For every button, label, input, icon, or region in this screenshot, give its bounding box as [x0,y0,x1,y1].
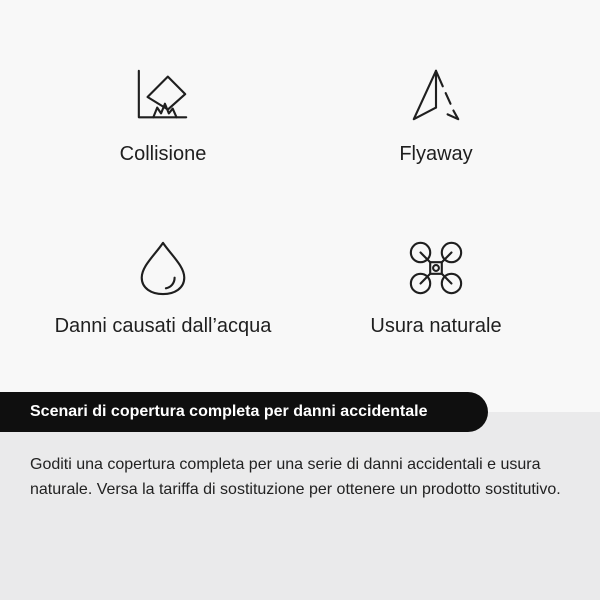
feature-label-water-damage: Danni causati dall’acqua [54,315,272,337]
banner-title: Scenari di copertura completa per danni accidentale [30,403,428,420]
feature-wear [286,238,586,338]
feature-label-collision: Collisione [119,143,207,165]
drone-icon [406,238,466,298]
flyaway-icon [406,66,466,126]
feature-flyaway [286,66,586,166]
coverage-description: Goditi una copertura completa per una serie di danni accidentali e usura naturale. Versa la tariffa di sostituzione per ottenere un prodotto sostitutivo. [30,456,561,498]
collision-icon [133,66,193,126]
water-drop-icon [133,238,193,298]
feature-water-damage [13,238,313,338]
coverage-banner [0,392,488,432]
feature-collision [13,66,313,166]
feature-label-wear: Usura naturale [370,315,502,337]
feature-label-flyaway: Flyaway [399,143,473,165]
description-panel [0,412,600,600]
